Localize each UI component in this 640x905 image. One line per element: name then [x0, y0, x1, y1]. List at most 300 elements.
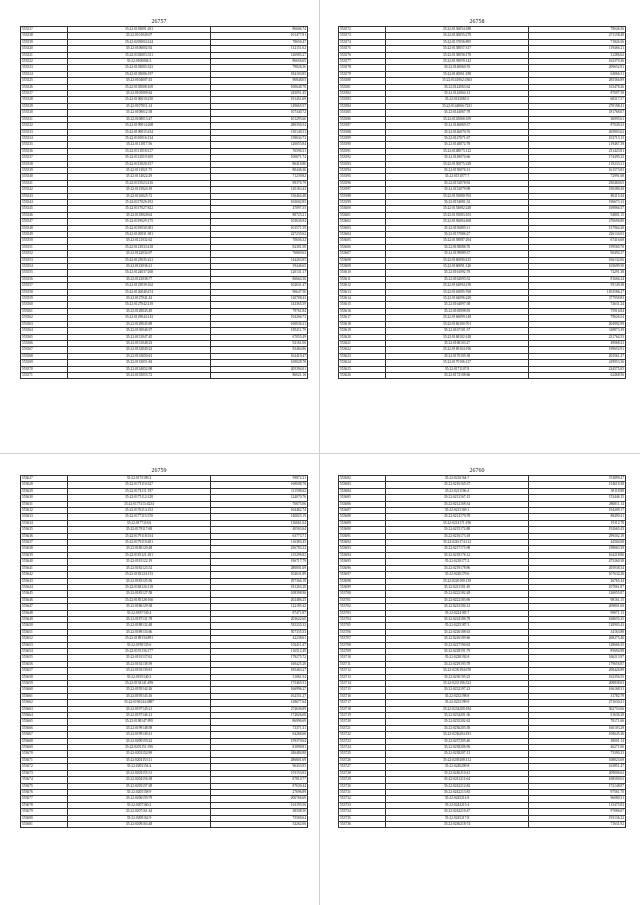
- row-id: 553633: [21, 514, 68, 520]
- cadastral-number: 35:22:0220180:139: [386, 578, 529, 584]
- cadastral-number: 35:22:0134052:98: [68, 366, 211, 372]
- cadastral-number: 35:22:0153080:763: [386, 193, 529, 199]
- cadastral-number: 35:22:0125038:77: [68, 276, 211, 282]
- cadastral-number: 35:22:0112019:169: [68, 155, 211, 161]
- area-value: 191451.69: [211, 97, 308, 103]
- area-value: 120708.43: [211, 296, 308, 302]
- row-id: 553571: [21, 372, 68, 378]
- row-id: 553596: [339, 180, 386, 186]
- row-id: 553675: [21, 783, 68, 789]
- row-id: 553521: [21, 52, 68, 58]
- cadastral-number: 35:22:0154081:32: [386, 199, 529, 205]
- area-value: 107061.87: [529, 584, 626, 590]
- cadastral-number: 35:22:0228192:8: [386, 655, 529, 661]
- area-value: 164462.74: [211, 508, 308, 514]
- cadastral-number: 35:22:0230194:678: [386, 668, 529, 674]
- cadastral-number: 35:22:0114022:29: [68, 174, 211, 180]
- cadastral-number: 35:22:0201151:196: [68, 745, 211, 751]
- area-value: 67055.49: [211, 334, 308, 340]
- cadastral-number: 35:22:0180120:48: [68, 546, 211, 552]
- area-value: 102411.47: [211, 642, 308, 648]
- area-value: 143365.59: [211, 302, 308, 308]
- row-id: 553664: [21, 713, 68, 719]
- area-value: 168008.78: [211, 482, 308, 488]
- cadastral-number: 35:22:0216174:112: [386, 540, 529, 546]
- area-value: 203622.60: [211, 616, 308, 622]
- area-value: 73371.31: [211, 725, 308, 731]
- row-id: 553706: [339, 629, 386, 635]
- area-value: 165602.85: [211, 199, 308, 205]
- area-value: 172826.08: [211, 713, 308, 719]
- cadastral-number: 35:22:0117026:192: [68, 199, 211, 205]
- cadastral-number: 35:22:0196144:4887: [68, 700, 211, 706]
- row-id: 553648: [21, 610, 68, 616]
- area-value: 107340.72: [211, 110, 308, 116]
- row-id: 553672: [21, 764, 68, 770]
- cadastral-number: 35:22:0178117:68: [68, 527, 211, 533]
- cadastral-number: 35:22:0183125:56: [68, 578, 211, 584]
- row-id: 553538: [21, 33, 68, 39]
- row-id: 553598: [339, 193, 386, 199]
- area-value: 38118.88: [529, 488, 626, 494]
- row-id: 553542: [21, 187, 68, 193]
- cadastral-number: 35:22:0200150:22: [68, 738, 211, 744]
- cadastral-number: 35:22:0208162:9: [68, 815, 211, 821]
- area-value: 159370.64: [211, 738, 308, 744]
- area-value: 161193.56: [211, 802, 308, 808]
- row-id: 553733: [339, 802, 386, 808]
- cadastral-number: 35:22:0159089:37: [386, 251, 529, 257]
- cadastral-number: 35:22:0209163:48: [68, 821, 211, 827]
- cadastral-number: 35:22:0230195:23: [386, 674, 529, 680]
- cadastral-number: 35:22:0119030:303: [68, 225, 211, 231]
- area-value: 227235.62: [211, 232, 308, 238]
- cadastral-number: 35:22:0226189:66: [386, 636, 529, 642]
- area-value: 61636.28: [529, 713, 626, 719]
- area-value: 94801.15: [529, 212, 626, 218]
- row-id: 553539: [21, 39, 68, 45]
- row-id: 553688: [339, 514, 386, 520]
- cadastral-number: 35:22:0165098:93: [386, 308, 529, 314]
- cadastral-number: 35:22:0149074:66: [386, 155, 529, 161]
- row-id: 553731: [339, 789, 386, 795]
- area-value: 160425.20: [211, 661, 308, 667]
- area-value: 162419.47: [211, 353, 308, 359]
- row-id: 553540: [21, 174, 68, 180]
- area-value: 36995.61: [529, 116, 626, 122]
- cadastral-number: 35:22:0238206:96: [386, 745, 529, 751]
- area-value: 90494.27: [529, 251, 626, 257]
- cadastral-number: 35:22:0190135:6: [68, 642, 211, 648]
- cadastral-number: 35:22:0192138:59: [68, 661, 211, 667]
- cadastral-number: 35:22:0113021:75: [68, 167, 211, 173]
- area-value: 86664.36: [211, 276, 308, 282]
- area-value: 168655.25: [529, 616, 626, 622]
- area-value: 108645.26: [529, 732, 626, 738]
- area-value: 101295.66: [211, 116, 308, 122]
- area-value: 204992.99: [529, 321, 626, 327]
- row-id: 553651: [21, 629, 68, 635]
- area-value: 76596.31: [211, 148, 308, 154]
- area-value: 59149.38: [529, 283, 626, 289]
- area-value: 194209.17: [529, 508, 626, 514]
- area-value: 285366.89: [529, 78, 626, 84]
- area-value: 78626.56: [529, 27, 626, 33]
- row-id: 553656: [21, 661, 68, 667]
- row-id: 553732: [339, 796, 386, 802]
- area-value: 286801.69: [211, 757, 308, 763]
- area-value: 83464.86: [211, 347, 308, 353]
- area-value: 98161.15: [529, 597, 626, 603]
- area-value: 160036.21: [211, 321, 308, 327]
- area-value: 198063.39: [529, 546, 626, 552]
- row-id: 553590: [339, 142, 386, 148]
- row-id: 553525: [21, 78, 68, 84]
- cadastral-number: 35:22:0241211:64: [386, 777, 529, 783]
- cadastral-number: 35:22:0169104:196: [386, 347, 529, 353]
- coordinate-table: [338, 26, 626, 379]
- row-id: 553587: [339, 123, 386, 129]
- area-value: 126055.84: [211, 142, 308, 148]
- row-id: 553727: [339, 764, 386, 770]
- row-id: 553622: [339, 347, 386, 353]
- sheet-panel-3: [20, 467, 308, 828]
- area-value: 101571.59: [211, 225, 308, 231]
- row-id: 553618: [339, 321, 386, 327]
- row-id: 553546: [21, 212, 68, 218]
- area-value: 59446.65: [211, 264, 308, 270]
- cadastral-number: 35:22:0199149:41: [68, 732, 211, 738]
- cadastral-number: 35:22:0106002:92: [68, 46, 211, 52]
- cadastral-number: 35:22:0194141:499: [68, 681, 211, 687]
- table-row: [21, 372, 308, 378]
- cadastral-number: 35:22:0127042:218: [68, 302, 211, 308]
- area-value: 78171.66: [529, 719, 626, 725]
- area-value: 185463.27: [211, 668, 308, 674]
- row-id: 553666: [21, 725, 68, 731]
- area-value: 209006.62: [529, 770, 626, 776]
- area-value: 166132.06: [529, 257, 626, 263]
- row-id: 553557: [21, 283, 68, 289]
- area-value: 1653586.27: [529, 289, 626, 295]
- cadastral-number: 35:22:0115024:18: [68, 187, 211, 193]
- row-id: 553713: [339, 674, 386, 680]
- cadastral-number: 35:22:0103006:197: [68, 71, 211, 77]
- row-id: 553575: [339, 46, 386, 52]
- cadastral-number: 35:22:0187131:78: [68, 616, 211, 622]
- row-id: 553553: [21, 257, 68, 263]
- area-value: 149665.57: [211, 103, 308, 109]
- cadastral-number: 35:22:0239208:112: [386, 757, 529, 763]
- area-value: 71239.82: [211, 174, 308, 180]
- row-id: 553663: [21, 706, 68, 712]
- area-value: 169028.78: [211, 360, 308, 366]
- cadastral-number: 35:22:0185127:58: [68, 591, 211, 597]
- row-id: 553694: [339, 552, 386, 558]
- area-value: 130140.31: [211, 129, 308, 135]
- row-id: 553524: [21, 71, 68, 77]
- row-id: 553647: [21, 604, 68, 610]
- cadastral-number: 35:22:0210165:37: [386, 482, 529, 488]
- row-id: 553723: [339, 738, 386, 744]
- row-id: 553702: [339, 604, 386, 610]
- cadastral-number: 35:22:0108013:47: [68, 116, 211, 122]
- row-id: 553707: [339, 636, 386, 642]
- row-id: 553591: [339, 148, 386, 154]
- row-id: 553691: [339, 533, 386, 539]
- area-value: 81898.81: [211, 745, 308, 751]
- cadastral-number: 35:22:0218176:12: [386, 552, 529, 558]
- row-id: 553670: [21, 751, 68, 757]
- table-row: [21, 821, 308, 827]
- area-value: 265803.62: [529, 129, 626, 135]
- table-row: [339, 372, 626, 378]
- area-value: 169866.57: [529, 206, 626, 212]
- area-value: 44504.08: [529, 540, 626, 546]
- cadastral-number: 35:22:0195142:26: [68, 687, 211, 693]
- row-id: 553597: [339, 187, 386, 193]
- cadastral-number: 35:22:0189134:891: [68, 636, 211, 642]
- area-value: 107632.26: [529, 572, 626, 578]
- cadastral-number: 35:22:0198147:995: [68, 719, 211, 725]
- area-value: 63773.71: [211, 533, 308, 539]
- area-value: 88490.41: [529, 514, 626, 520]
- area-value: 166213.97: [529, 655, 626, 661]
- area-value: 27696.89: [211, 789, 308, 795]
- area-value: 119467.39: [529, 142, 626, 148]
- area-value: 86606.74: [211, 27, 308, 33]
- cadastral-number: 35:22:0102003:311: [68, 52, 211, 58]
- cadastral-number: 35:22:0155083:103: [386, 212, 529, 218]
- area-value: 31286.62: [529, 52, 626, 58]
- row-id: 553544: [21, 199, 68, 205]
- sheet-panel-1: [20, 18, 308, 379]
- cadastral-number: 35:22:0143065:5: [386, 97, 529, 103]
- cadastral-number: 35:22:0157086:27: [386, 232, 529, 238]
- area-value: 270696.80: [529, 219, 626, 225]
- row-id: 553658: [21, 674, 68, 680]
- row-id: 553563: [21, 321, 68, 327]
- row-id: 553641: [21, 565, 68, 571]
- row-id: 553639: [21, 552, 68, 558]
- area-value: 79626.54: [529, 315, 626, 321]
- row-id: 553653: [21, 642, 68, 648]
- area-value: 161573.83: [529, 167, 626, 173]
- cadastral-number: 35:22:0177115:370: [68, 514, 211, 520]
- row-id: 553704: [339, 616, 386, 622]
- row-id: 553689: [339, 520, 386, 526]
- row-id: 553644: [21, 584, 68, 590]
- cadastral-number: 35:22:0229193:78: [386, 661, 529, 667]
- cadastral-number: 35:22:0201152:98: [68, 751, 211, 757]
- cadastral-number: 35:22:0205157:28: [68, 783, 211, 789]
- cadastral-number: 35:22:0116025:72: [68, 193, 211, 199]
- sheet-panel-2: [338, 18, 626, 379]
- row-id: 553538: [21, 161, 68, 167]
- cadastral-number: 35:22:0103005:323: [68, 65, 211, 71]
- area-value: 59872.21: [211, 476, 308, 482]
- row-id: 553588: [339, 129, 386, 135]
- row-id: 553606: [339, 244, 386, 250]
- row-id: 553548: [21, 225, 68, 231]
- cadastral-number: 35:22:0204156:38: [68, 777, 211, 783]
- area-value: 79761.84: [211, 308, 308, 314]
- cadastral-number: 35:22:0136054:188: [386, 27, 529, 33]
- row-id: 553617: [339, 315, 386, 321]
- cadastral-number: 35:22:0170105:38: [386, 353, 529, 359]
- cadastral-number: 35:22:0215172:88: [386, 527, 529, 533]
- area-value: 153446.15: [529, 495, 626, 501]
- area-value: 436484.80: [211, 751, 308, 757]
- cadastral-number: 35:22:0150076:13: [386, 167, 529, 173]
- cadastral-number: 35:22:0107011:14: [68, 103, 211, 109]
- row-id: 553714: [339, 681, 386, 687]
- cadastral-number: 35:22:0144067:78: [386, 110, 529, 116]
- area-value: 256783.22: [211, 546, 308, 552]
- row-id: 553578: [339, 65, 386, 71]
- row-id: 553729: [339, 777, 386, 783]
- cadastral-number: 35:22:0206159:79: [68, 796, 211, 802]
- cadastral-number: 35:22:0154082:248: [386, 206, 529, 212]
- area-value: 120903.43: [529, 623, 626, 629]
- cadastral-number: 35:22:0127041:42: [68, 296, 211, 302]
- row-id: 553735: [339, 815, 386, 821]
- cadastral-number: 35:22:0211166:4: [386, 488, 529, 494]
- cadastral-number: 35:22:0193139:81: [68, 668, 211, 674]
- cadastral-number: 35:22:0129045:89: [68, 321, 211, 327]
- row-id: 553698: [339, 578, 386, 584]
- area-value: 34163.88: [529, 629, 626, 635]
- row-id: 553684: [339, 488, 386, 494]
- area-value: 51061.54: [211, 674, 308, 680]
- area-value: 162370.36: [529, 59, 626, 65]
- cadastral-number: 35:22:0213169:1: [386, 508, 529, 514]
- row-id: 553700: [339, 591, 386, 597]
- area-value: 89376.79: [211, 180, 308, 186]
- cadastral-number: 35:22:0207160:2: [68, 802, 211, 808]
- row-id: 553601: [339, 212, 386, 218]
- cadastral-number: 35:22:0124037:268: [68, 270, 211, 276]
- area-value: 208801.69: [529, 604, 626, 610]
- cadastral-number: 35:22:0126040:474: [68, 289, 211, 295]
- row-id: 553570: [21, 366, 68, 372]
- row-id: 553693: [339, 546, 386, 552]
- area-value: 156464.48: [211, 193, 308, 199]
- cadastral-number: 35:22:0166100:701: [386, 321, 529, 327]
- row-id: 553612: [339, 283, 386, 289]
- cadastral-number: 35:22:0160090:415: [386, 257, 529, 263]
- area-value: 144263.85: [211, 257, 308, 263]
- cadastral-number: 35:22:0104007:43: [68, 78, 211, 84]
- row-id: 553649: [21, 616, 68, 622]
- row-id: 553529: [21, 103, 68, 109]
- row-id: 553673: [21, 770, 68, 776]
- area-value: 70656.32: [211, 238, 308, 244]
- row-id: 553533: [21, 129, 68, 135]
- area-value: 74291.38: [529, 270, 626, 276]
- row-id: 553619: [339, 328, 386, 334]
- row-id: 553690: [339, 527, 386, 533]
- row-id: 553574: [339, 39, 386, 45]
- area-value: 419953.36: [529, 360, 626, 366]
- coordinate-table: [20, 475, 308, 828]
- area-value: 230460.65: [529, 180, 626, 186]
- area-value: 72991.68: [529, 174, 626, 180]
- cadastral-number: 35:22:0227190:63: [386, 642, 529, 648]
- cadastral-number: 35:22:0223184:12: [386, 604, 529, 610]
- cadastral-number: 35:22:0131048:23: [68, 340, 211, 346]
- row-id: 553674: [21, 777, 68, 783]
- row-id: 553705: [339, 623, 386, 629]
- area-value: 209652.91: [529, 65, 626, 71]
- cadastral-number: 35:22:0242212:82: [386, 783, 529, 789]
- cadastral-number: 35:22:0203154:4: [68, 764, 211, 770]
- cadastral-number: 35:22:0122034:97: [68, 251, 211, 257]
- cadastral-number: 35:22:0174111:197: [68, 488, 211, 494]
- cadastral-number: 35:22:0214170:78: [386, 514, 529, 520]
- area-value: 199652.91: [529, 347, 626, 353]
- area-value: 81666.24: [529, 276, 626, 282]
- cadastral-number: 35:22:0237205:46: [386, 738, 529, 744]
- area-value: 172148.87: [529, 783, 626, 789]
- area-value: 194266.73: [211, 315, 308, 321]
- row-id: 553711: [339, 661, 386, 667]
- area-value: 202486.25: [211, 597, 308, 603]
- cadastral-number: 35:22:0103001:281: [68, 27, 211, 33]
- cadastral-number: 35:22:0131047:45: [68, 334, 211, 340]
- row-id: 553635: [21, 527, 68, 533]
- area-value: 99071.13: [529, 610, 626, 616]
- area-value: 136661.64: [211, 520, 308, 526]
- area-value: 100648.78: [211, 84, 308, 90]
- row-id: 553701: [339, 597, 386, 603]
- row-id: 553668: [21, 738, 68, 744]
- cadastral-number: 35:22:0147071:67: [386, 135, 529, 141]
- row-id: 553629: [21, 488, 68, 494]
- row-id: 553615: [339, 302, 386, 308]
- row-id: 553552: [21, 251, 68, 257]
- cadastral-number: 35:22:0109015:434: [68, 129, 211, 135]
- row-id: 553543: [21, 193, 68, 199]
- cadastral-number: 35:22:0121033:418: [68, 244, 211, 250]
- sheet-title: 26757: [151, 19, 167, 25]
- row-id: 553609: [339, 264, 386, 270]
- row-id: 553696: [339, 565, 386, 571]
- cadastral-number: 35:22:0210164:7: [386, 476, 529, 482]
- area-value: 87049.23: [529, 123, 626, 129]
- row-id: 553708: [339, 642, 386, 648]
- area-value: 181263.28: [211, 584, 308, 590]
- cadastral-number: 35:22:0244216:47: [386, 809, 529, 815]
- cadastral-number: 35:22:0128043:49: [68, 308, 211, 314]
- cadastral-number: 35:22:0199148:58: [68, 725, 211, 731]
- area-value: 40563.64: [211, 527, 308, 533]
- cadastral-number: 35:22:0138058:178: [386, 52, 529, 58]
- area-value: 185211.79: [211, 328, 308, 334]
- row-id: 553709: [339, 648, 386, 654]
- cadastral-number: 35:22:0133051:84: [68, 360, 211, 366]
- row-id: 553613: [339, 289, 386, 295]
- row-id: 553725: [339, 751, 386, 757]
- area-value: 128666.35: [529, 642, 626, 648]
- area-value: 245051.45: [211, 91, 308, 97]
- row-id: 553593: [339, 161, 386, 167]
- area-value: 100671.74: [211, 155, 308, 161]
- row-id: 553630: [21, 495, 68, 501]
- area-value: 126985.27: [211, 52, 308, 58]
- area-value: 205394.01: [211, 366, 308, 372]
- area-value: 168023.69: [529, 757, 626, 763]
